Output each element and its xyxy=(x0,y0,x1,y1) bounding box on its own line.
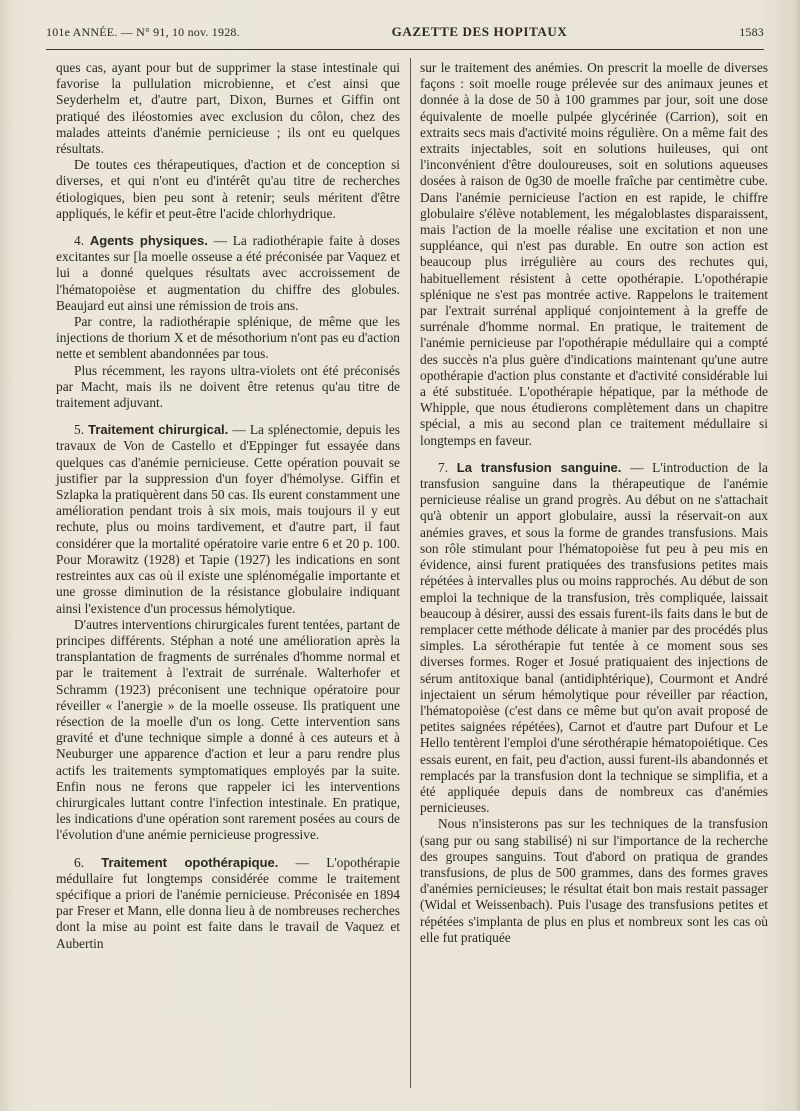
section-title: Traitement chirurgical. xyxy=(88,422,229,438)
section-number: 5. xyxy=(74,422,85,438)
paragraph: sur le traitement des anémies. On prescrit la moelle de diverses façons : soit moelle rouge prélevée sur des animaux jeunes et donnée à la dose de 50 à 100 grammes par jour, soit une dose équivalente de moelle pulpée glycérinée (Carrion), soit en extraits secs mais d'activité moins régulière. On a même fait des extraits injectables, soit en solutions huileuses, qui ont l'inconvénient d'être douloureuses, soit en solutions aqueuses dosées à raison de 0g30 de moelle fraîche par centimètre cube. Dans l'anémie pernicieuse l'action en est rapide, le chiffre globulaire s'élève notablement, les mégaloblastes disparaissent, mais l'action de la moelle réalise une excitation et non une suppléance, qui n'est pas durable. En outre son action est beaucoup plus irrégulière au cours des rechutes qui, habituellement résistent à cette opothérapie. L'opothérapie splénique ne s'est pas montrée active. Rappelons le traitement par l'extrait surrénal appliqué conjointement à la greffe de surrénale d'homme normal. En pratique, le traitement de l'anémie pernicieuse par l'opothérapie médullaire qui a compté des succès n'a plus guère d'indications maintenant qu'une autre opothérapie d'action plus constante et d'activité considérable lui a été substituée. L'opothérapie hépatique, par la méthode de Whipple, que nous étudierons complètement dans un chapitre spécial, a mis au second plan ce traitement médullaire si longtemps en faveur. xyxy=(420,60,768,448)
section-text: — La splénectomie, depuis les travaux de Von de Castello et d'Eppinger fut essayée dans quelques cas d'anémie pernicieuse. Cette opération pouvait se justifier par la suppression d'un foyer d'hémolyse. Giffin et Szlapka la pratiquèrent dans 50 cas. Ils eurent constamment une amélioration pendant trois à six mois, mais toujours il y eut rechute, plus ou moins tardivement, et d'autre part, il faut considérer que la mortalité opératoire varie entre 6 et 20 p. 100. Pour Morawitz (1928) et Tapie (1927) les indications en sont restreintes aux cas où il existe une splénomégalie importante et une grosse diminution de la résistance globulaire indiquant ainsi l'existence d'un processus hémolytique. xyxy=(56,422,400,616)
section-traitement-chirurgical xyxy=(56,422,400,616)
paragraph: Par contre, la radiothérapie splénique, de même que les injections de thorium X et de mésothorium n'ont pas eu d'action nette et semblent abandonnées par tous. xyxy=(56,314,400,362)
header-rule xyxy=(46,49,764,50)
journal-title: GAZETTE DES HOPITAUX xyxy=(391,24,568,39)
column-divider xyxy=(410,58,411,1088)
paragraph: D'autres interventions chirurgicales furent tentées, partant de principes différents. Stéphan a noté une amélioration après la transplantation de fragments de surrénales d'homme normal et par le traitement à l'extrait de surrénale. Walterhofer et Schramm (1923) préconisent une technique opératoire pour réveiller « l'anergie » de la moelle osseuse. Ils pratiquent une résection de la moelle d'un os long. Cette intervention sans gravité et d'une technique simple a donné à ces auteurs et à Neuburger une apparence d'action et leur a paru rendre plus actifs les traitements symptomatiques employés par la suite. Enfin nous ne ferons que rappeler ici les interventions chirurgicales luttant contre l'infection intestinale. En pratique, les indications d'une opération sont rarement posées au cours de l'évolution d'une anémie pernicieuse progressive. xyxy=(56,616,400,843)
right-column xyxy=(420,60,768,946)
section-agents-physiques xyxy=(56,233,400,314)
section-title: La transfusion sanguine. xyxy=(456,459,622,475)
section-text: — L'opothérapie médullaire fut longtemps considérée comme le traitement spécifique a priori de l'anémie pernicieuse. Préconisée en 1894 par Freser et Mann, elle donna lieu à de nombreuses recherches dont la mise au point est faite dans le travail de Vaquez et Aubertin xyxy=(56,854,400,951)
section-text: — La radiothérapie faite à doses excitantes sur [la moelle osseuse a été préconisée par Vaquez et lui a donné quelques résultats avec accroissement de l'hématopoièse et augmentation du chiffre des globules. Beaujard eut ainsi une rémission de trois ans. xyxy=(56,233,401,313)
paragraph: De toutes ces thérapeutiques, d'action et de conception si diverses, et qui n'ont eu d'intérêt qu'au titre de recherches étiologiques, bien peu sont à retenir; seuls méritent d'être appliqués, le kéfir et peut-être l'acide chlorhydrique. xyxy=(56,157,400,221)
section-transfusion-sanguine xyxy=(420,460,768,816)
page-number: 1583 xyxy=(739,25,764,39)
section-title: Agents physiques. xyxy=(89,233,208,249)
section-number: 6. xyxy=(74,854,85,870)
issue-info: 101e ANNÉE. — N° 91, 10 nov. 1928. xyxy=(46,25,240,39)
page-edge-shadow xyxy=(794,0,800,1111)
left-column xyxy=(56,60,400,952)
page-header xyxy=(46,24,764,46)
section-title: Traitement opothérapique. xyxy=(101,854,279,870)
section-traitement-opotherapique xyxy=(56,855,400,952)
paragraph: Plus récemment, les rayons ultra-violets ont été préconisés par Macht, mais ils ne doivent être retenus qu'au titre de traitement adjuvant. xyxy=(56,362,400,411)
paragraph: ques cas, ayant pour but de supprimer la stase intestinale qui favorise la pullulation microbienne, et c'est ainsi que Seyderhelm et, d'autre part, Dixon, Burnes et Giffin ont pratiqué des iléostomies avec exclusion du côlon, chez des malades atteints d'anémie pernicieuse ; ils ont eu quelques résultats. xyxy=(56,60,400,157)
section-text: — L'introduction de la transfusion sanguine dans la thérapeutique de l'anémie pernicieuse réalise un grand progrès. Au début on ne s'attachait qu'à obtenir un apport globulaire, aussi la réservait-on aux anémies graves, et sous la forme de grandes transfusions. Mais son rôle stimulant pour l'hématopoièse fut peu à peu mis en évidence, ainsi furent pratiquées des transfusions petites mais répétées à intervalles plus ou moins rapprochés. Au début de son emploi la technique de la transfusion, très compliquée, laissait beaucoup à désirer, aussi des essais furent-ils faits dans le but de remplacer cette méthode délicate à manier par des procédés plus simples. La sérothérapie fut tentée à ce moment sous ses diverses formes. Roger et Josué pratiquaient des injections de sérum antitoxique banal (antidiphtérique), Courmont et André injectaient un sérum hémolytique pour réveiller par réaction, l'hématopoièse (c'est dans ce même but qu'on avait proposé de petites saignées répétées), Carnot et d'autre part Dufour et Le Hello tentèrent l'emploi d'une sérothérapie hématopoiétique. Ces essais eurent, en fait, peu d'action, aussi furent-ils abandonnés et remplacés par la transfusion dont la technique se simplifia, et a été appliquée depuis dans de nombreux cas d'anémies pernicieuses. xyxy=(420,459,768,816)
section-number: 4. xyxy=(74,233,85,249)
paragraph: Nous n'insisterons pas sur les techniques de la transfusion (sang pur ou sang stabilisé) ni sur l'importance de la recherche des groupes sanguins. Tout d'abord on pratiqua de grandes transfusions, de plus de 500 grammes, dans des formes graves d'anémies pernicieuses; le résultat était bon mais restait passager (Widal et Weissenbach). Puis l'usage des transfusions petites et répétées s'implanta de plus en plus et nombreux sont les cas où elle fut pratiquée xyxy=(420,816,768,945)
section-number: 7. xyxy=(438,459,449,475)
